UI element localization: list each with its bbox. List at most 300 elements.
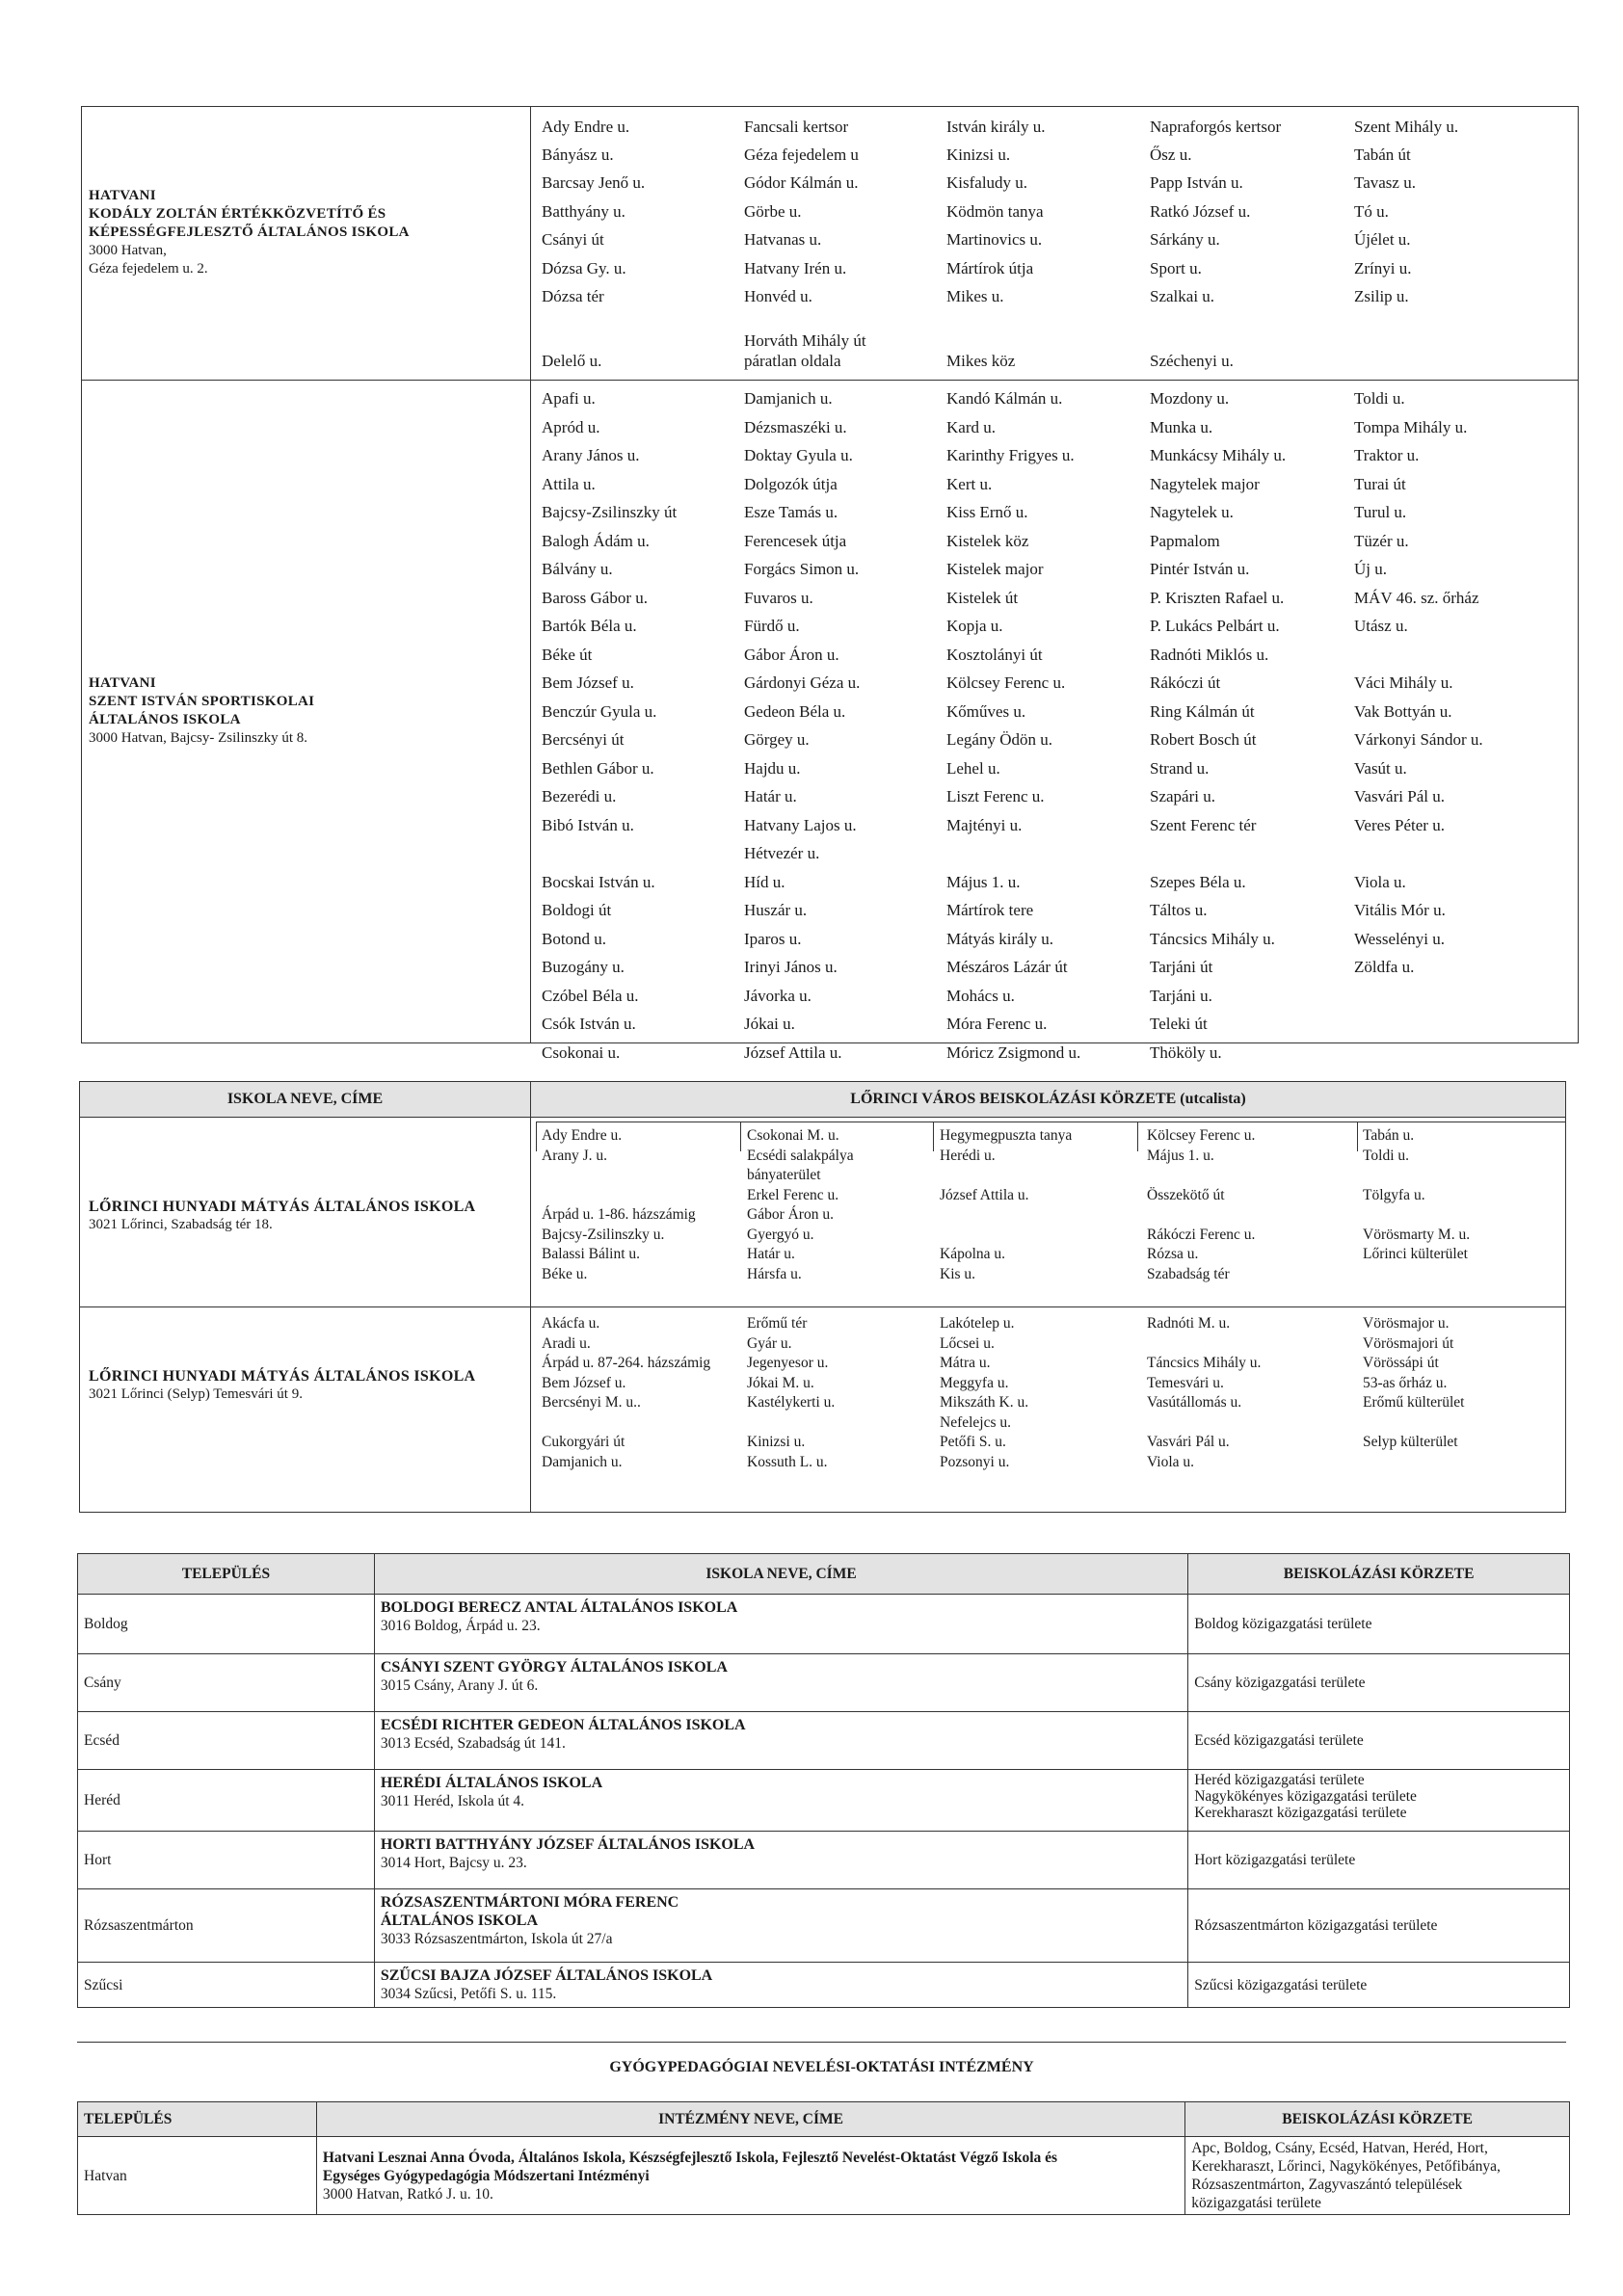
street-name: Zsilip u. [1354,287,1409,305]
street-name: Cukorgyári út [542,1434,625,1450]
street-name: Meggyfa u. [940,1374,1009,1391]
street-name: Ring Kálmán út [1150,701,1255,721]
street-name: Delelő u. [542,352,602,370]
street-name: Doktay Gyula u. [744,446,853,464]
street-name: Táncsics Mihály u. [1150,929,1275,948]
street-name: Tompa Mihály u. [1354,417,1468,436]
street-name: Csányi út [542,230,604,249]
lorinci-header-divider [79,1117,1566,1118]
street-name: Tabán út [1354,145,1411,164]
street-name: Jávorka u. [744,986,812,1005]
special-institution [316,2137,1184,2215]
street-name: Béke u. [542,1265,588,1282]
special-header-name: INTÉZMÉNY NEVE, CÍME [316,2102,1184,2137]
street-name: Nefelejcs u. [940,1413,1012,1431]
district-line: Rózsaszentmárton közigazgatási területe [1194,1917,1438,1934]
street-name: Szent Mihály u. [1354,118,1459,136]
street-name: Vörösmajori út [1363,1334,1454,1352]
street-name: Csokonai u. [542,1042,621,1062]
district-line: Csány közigazgatási területe [1194,1675,1366,1691]
school-name: HORTI BATTHYÁNY JÓZSEF ÁLTALÁNOS ISKOLA [380,1836,756,1853]
street-name: Papmalom [1150,531,1220,550]
school-address: 3021 Lőrinci, Szabadság tér 18. [89,1217,273,1232]
district-line: Apc, Boldog, Csány, Ecséd, Hatvan, Heréd, Hort, [1191,2140,1488,2156]
village-settlement: Rózsaszentmárton [78,1889,375,1963]
street-name: Lőrinci külterület [1363,1246,1468,1262]
street-name: Jegenyesor u. [747,1355,829,1371]
school-name: RÓZSASZENTMÁRTONI MÓRA FERENC [380,1894,679,1911]
street-name: Munka u. [1150,417,1213,436]
street-name: Gábor Áron u. [744,645,839,664]
street-name: Pozsonyi u. [940,1453,1010,1470]
street-name: Mátra u. [940,1355,991,1371]
district-line: Ecséd közigazgatási területe [1194,1732,1364,1749]
school-address: 3021 Lőrinci (Selyp) Temesvári út 9. [89,1386,303,1402]
street-name: Nagytelek major [1150,474,1260,493]
village-school [374,1832,1187,1889]
school-line: KODÁLY ZOLTÁN ÉRTÉKKÖZVETÍTŐ ÉS [89,206,386,222]
street-name: Összekötő út [1147,1186,1225,1203]
street-name: Vitális Mór u. [1354,901,1446,919]
street-name: Móra Ferenc u. [946,1015,1048,1033]
village-settlement: Boldog [78,1595,375,1654]
street-name: Ősz u. [1150,145,1192,164]
street-name: Turul u. [1354,503,1407,521]
district-line: Nagykökényes közigazgatási területe [1194,1788,1417,1805]
street-name: Vak Bottyán u. [1354,701,1452,721]
street-name: Gedeon Béla u. [744,701,846,721]
street-name: Temesvári u. [1147,1374,1224,1391]
street-name: Mikes köz [946,352,1016,370]
street-name: Buzogány u. [542,958,625,976]
street-name: Mikes u. [946,287,1004,305]
street-name: Várkonyi Sándor u. [1354,730,1483,749]
street-name: József Attila u. [940,1186,1029,1203]
hatvan-school-1 [89,187,522,278]
street-name: Herédi u. [940,1147,996,1164]
village-district [1188,1770,1570,1832]
street-name: Zrínyi u. [1354,259,1412,277]
village-district [1188,1889,1570,1963]
lorinci-subcol-line [1357,1122,1358,1151]
school-line: KÉPESSÉGFEJLESZTŐ ÁLTALÁNOS ISKOLA [89,224,410,240]
street-name: Bartók Béla u. [542,617,637,635]
school-name: LŐRINCI HUNYADI MÁTYÁS ÁLTALÁNOS ISKOLA [89,1368,476,1385]
street-name: Híd u. [744,872,785,891]
village-district [1188,1712,1570,1770]
street-name: József Attila u. [744,1042,842,1062]
street-name: Szabadság tér [1147,1265,1230,1282]
special-district [1185,2137,1570,2215]
village-row [78,1963,1570,2008]
school-name: ÁLTALÁNOS ISKOLA [380,1913,538,1929]
street-name: Május 1. u. [1147,1147,1214,1164]
village-school [374,1712,1187,1770]
street-name: Csók István u. [542,1015,636,1033]
street-name: Boldogi út [542,901,612,919]
school-address: 3034 Szűcsi, Petőfi S. u. 115. [380,1986,557,2002]
school-name: CSÁNYI SZENT GYÖRGY ÁLTALÁNOS ISKOLA [380,1659,728,1676]
lorinci-school-1 [89,1198,522,1234]
street-name: Kölcsey Ferenc u. [1147,1127,1256,1144]
street-name: Damjanich u. [744,389,833,408]
school-name: ECSÉDI RICHTER GEDEON ÁLTALÁNOS ISKOLA [380,1717,746,1733]
school-name: BOLDOGI BERECZ ANTAL ÁLTALÁNOS ISKOLA [380,1599,738,1616]
street-name: Lakótelep u. [940,1315,1015,1332]
street-name: Hegymegpuszta tanya [940,1127,1073,1144]
street-name: Viola u. [1354,872,1406,891]
street-name: Bem József u. [542,1374,626,1391]
street-name: Csokonai M. u. [747,1127,839,1144]
school-address: 3033 Rózsaszentmárton, Iskola út 27/a [380,1931,613,1947]
street-name: Martinovics u. [946,230,1043,249]
street-name: Arany János u. [542,446,640,464]
street-name: P. Kriszten Rafael u. [1150,588,1285,607]
village-school [374,1963,1187,2008]
street-name: Strand u. [1150,758,1210,778]
street-name: Selyp külterület [1363,1434,1458,1450]
street-name: Balassi Bálint u. [542,1246,641,1262]
street-name: Kossuth L. u. [747,1453,828,1470]
street-name: Kistelek köz [946,531,1029,550]
village-settlement: Hort [78,1832,375,1889]
lorinci-header-left: ISKOLA NEVE, CÍME [80,1082,530,1117]
street-name: Dolgozók útja [744,474,838,493]
street-name: Sport u. [1150,259,1202,277]
street-name: Kistelek major [946,560,1044,578]
street-name: Bányász u. [542,145,614,164]
street-name: Botond u. [542,929,607,948]
street-name: Kis u. [940,1265,976,1282]
street-name: Viola u. [1147,1453,1195,1470]
school-name: LŐRINCI HUNYADI MÁTYÁS ÁLTALÁNOS ISKOLA [89,1199,476,1215]
school-address: 3011 Heréd, Iskola út 4. [380,1793,525,1809]
special-table [77,2101,1570,2215]
village-row [78,1889,1570,1963]
street-name: Árpád u. 87-264. házszámig [542,1355,711,1371]
street-name: Vasvári Pál u. [1147,1434,1230,1450]
street-name: Béke út [542,645,593,664]
street-name: Tabán u. [1363,1127,1415,1144]
street-name: Bálvány u. [542,560,613,578]
street-name: Hajdu u. [744,758,801,778]
street-name: Táltos u. [1150,901,1208,919]
street-name: Hatvanas u. [744,230,822,249]
street-name: Radnóti Miklós u. [1150,645,1269,664]
street-name: Sárkány u. [1150,230,1220,249]
village-school [374,1654,1187,1712]
street-name: Honvéd u. [744,287,812,305]
street-name: Bocskai István u. [542,872,655,891]
street-name: Toldi u. [1354,389,1405,408]
street-name: Karinthy Frigyes u. [946,446,1075,464]
village-row [78,1770,1570,1832]
street-name: Hársfa u. [747,1265,802,1282]
street-name: bányaterület [747,1167,821,1183]
special-top-rule [77,2042,1566,2043]
village-school [374,1889,1187,1963]
street-name: Bercsényi M. u.. [542,1394,641,1411]
district-line: Kerekharaszt, Lőrinci, Nagykökényes, Petőfibánya, [1191,2158,1501,2175]
street-name: Fuvaros u. [744,588,813,607]
street-name: Május 1. u. [946,872,1021,891]
street-name: Jókai u. [744,1015,795,1033]
street-name: Vörösmarty M. u. [1363,1226,1471,1243]
street-name: Mozdony u. [1150,389,1230,408]
street-name: Hatvany Irén u. [744,259,847,277]
village-district [1188,1595,1570,1654]
street-name: Bethlen Gábor u. [542,758,654,778]
street-name: MÁV 46. sz. őrház [1354,588,1479,607]
street-name: Tarjáni u. [1150,986,1212,1005]
special-header-district: BEISKOLÁZÁSI KÖRZETE [1185,2102,1570,2137]
street-name: Szapári u. [1150,787,1215,805]
street-name: Árpád u. 1-86. házszámig [542,1206,696,1223]
street-name: Legány Ödön u. [946,730,1053,749]
street-name: Baross Gábor u. [542,588,649,607]
district-line: Szűcsi közigazgatási területe [1194,1976,1368,1993]
hatvan-row-divider [81,380,1579,381]
village-settlement: Ecséd [78,1712,375,1770]
school-line: HATVANI [89,188,156,203]
street-name: Szent Ferenc tér [1150,815,1257,834]
street-name: Damjanich u. [542,1453,623,1470]
street-name: Görbe u. [744,202,802,221]
street-name: Barcsay Jenő u. [542,173,646,192]
street-name: Vörössápi út [1363,1355,1439,1371]
street-name: Szepes Béla u. [1150,872,1246,891]
school-line: 3000 Hatvan, Bajcsy- Zsilinszky út 8. [89,730,308,746]
street-name: Bibó István u. [542,815,634,834]
street-name: Kinizsi u. [946,145,1011,164]
lorinci-subcol-line [933,1122,934,1151]
street-name: Apród u. [542,417,600,436]
street-name: Fürdő u. [744,617,800,635]
street-name: Ady Endre u. [542,118,630,136]
district-line: Kerekharaszt közigazgatási területe [1194,1805,1407,1821]
street-name: Kinizsi u. [747,1434,806,1450]
street-name: Váci Mihály u. [1354,673,1453,692]
village-school [374,1595,1187,1654]
street-name: Hatvany Lajos u. [744,815,857,834]
school-line: HATVANI [89,675,156,691]
street-name: Vasút u. [1354,758,1407,778]
street-name: Gábor Áron u. [747,1206,834,1223]
street-name: Petőfi S. u. [940,1434,1006,1450]
street-name: Dézsmaszéki u. [744,417,847,436]
street-name: Toldi u. [1363,1147,1409,1164]
street-name: Határ u. [747,1246,795,1262]
street-name: Tavasz u. [1354,173,1416,192]
village-row [78,1832,1570,1889]
street-name: Gyergyó u. [747,1226,814,1243]
street-name: Kosztolányi út [946,645,1043,664]
street-name: Aradi u. [542,1334,591,1352]
district-line: közigazgatási területe [1191,2195,1321,2211]
street-name: Kölcsey Ferenc u. [946,673,1066,692]
street-name: Erőmű tér [747,1315,808,1332]
street-name: Rákóczi Ferenc u. [1147,1226,1256,1243]
street-name: Tó u. [1354,202,1389,221]
special-name-line: Hatvani Lesznai Anna Óvoda, Általános Iskola, Készségfejlesztő Iskola, Fejlesztő Nevelést-Oktatást Végző Iskola és [322,2149,1058,2166]
lorinci-header-right: LŐRINCI VÁROS BEISKOLÁZÁSI KÖRZETE (utcalista) [531,1082,1565,1117]
street-name: Kiss Ernő u. [946,503,1028,521]
street-name: Napraforgós kertsor [1150,118,1282,136]
street-name: Kert u. [946,474,993,493]
street-name: Szalkai u. [1150,287,1215,305]
street-name: Ady Endre u. [542,1127,623,1144]
lorinci-subcol-line [1137,1122,1138,1151]
street-name: Czóbel Béla u. [542,986,639,1005]
street-name: Görgey u. [744,730,810,749]
street-name: Ratkó József u. [1150,202,1251,221]
school-line: SZENT ISTVÁN SPORTISKOLAI [89,694,315,709]
street-name: Bajcsy-Zsilinszky u. [542,1226,665,1243]
district-line: Rózsaszentmárton, Zagyvaszántó települések [1191,2177,1463,2193]
school-address: 3016 Boldog, Árpád u. 23. [380,1618,541,1634]
villages-table [77,1553,1570,2008]
street-name: Pintér István u. [1150,560,1250,578]
lorinci-school-2 [89,1367,522,1404]
street-name: Hétvezér u. [744,844,820,862]
street-name: Apafi u. [542,389,596,408]
street-name: Tarjáni út [1150,958,1213,976]
village-district [1188,1832,1570,1889]
villages-header-school: ISKOLA NEVE, CÍME [374,1554,1187,1595]
special-settlement: Hatvan [78,2137,317,2215]
village-row [78,1654,1570,1712]
street-name: Tölgyfa u. [1363,1186,1425,1203]
street-name: István király u. [946,118,1046,136]
street-name: Utász u. [1354,617,1408,635]
street-name: Bercsényi út [542,730,625,749]
street-name: Mészáros Lázár út [946,958,1068,976]
street-name: Teleki út [1150,1015,1208,1033]
street-name: Határ u. [744,787,797,805]
hatvan-school-2 [89,674,522,748]
street-name: Fancsali kertsor [744,118,849,136]
school-line: ÁLTALÁNOS ISKOLA [89,712,241,727]
street-name: Radnóti M. u. [1147,1315,1231,1332]
street-name: Kisfaludy u. [946,173,1028,192]
lorinci-row-divider [79,1306,1566,1307]
village-district [1188,1654,1570,1712]
village-settlement: Szűcsi [78,1963,375,2008]
school-line: 3000 Hatvan, [89,243,167,258]
street-name: Kopja u. [946,617,1003,635]
street-name: Arany J. u. [542,1147,608,1164]
street-name: Újélet u. [1354,230,1411,249]
street-name: P. Lukács Pelbárt u. [1150,617,1280,635]
street-name: Forgács Simon u. [744,560,860,578]
street-name: Papp István u. [1150,173,1243,192]
village-settlement: Heréd [78,1770,375,1832]
street-name: Kard u. [946,417,996,436]
street-name: Rózsa u. [1147,1246,1199,1262]
street-name: Széchenyi u. [1150,352,1234,370]
school-name: SZŰCSI BAJZA JÓZSEF ÁLTALÁNOS ISKOLA [380,1967,713,1984]
street-name: Mártírok útja [946,259,1034,277]
street-name: Géza fejedelem u [744,145,859,164]
school-address: 3015 Csány, Arany J. út 6. [380,1677,539,1694]
hatvan-divider [530,106,531,1043]
school-address: 3014 Hort, Bajcsy u. 23. [380,1855,527,1871]
street-name: Lehel u. [946,758,1000,778]
street-name: Dózsa tér [542,287,604,305]
street-name: Balogh Ádám u. [542,531,650,550]
street-name: Majtényi u. [946,815,1023,834]
street-name: Erőmű külterület [1363,1394,1465,1411]
street-name: Vasútállomás u. [1147,1394,1242,1411]
school-name: HERÉDI ÁLTALÁNOS ISKOLA [380,1775,603,1791]
street-name: Bem József u. [542,673,634,692]
street-name: Mikszáth K. u. [940,1394,1029,1411]
lorinci-subcol-line [740,1122,741,1151]
street-name: Mohács u. [946,986,1015,1005]
street-name: Ködmön tanya [946,202,1044,221]
street-name: Attila u. [542,474,596,493]
lorinci-subcol-line [536,1122,537,1151]
street-name: Turai út [1354,474,1406,493]
street-name: Veres Péter u. [1354,815,1445,834]
street-name: 53-as őrház u. [1363,1374,1448,1391]
street-name: Móricz Zsigmond u. [946,1042,1081,1062]
street-name: Vörösmajor u. [1363,1315,1450,1332]
street-name: Irinyi János u. [744,958,838,976]
street-name: Új u. [1354,560,1387,578]
district-line: Boldog közigazgatási területe [1194,1616,1372,1632]
street-name: Horváth Mihály út [744,331,866,350]
street-name: Kistelek út [946,588,1019,607]
street-name: Gódor Kálmán u. [744,173,859,192]
street-name: Gárdonyi Géza u. [744,673,861,692]
street-name: Bezerédi u. [542,787,617,805]
street-name: Erkel Ferenc u. [747,1186,839,1203]
street-name: Iparos u. [744,929,802,948]
street-name: Thököly u. [1150,1042,1222,1062]
village-settlement: Csány [78,1654,375,1712]
street-name: Kastélykerti u. [747,1394,836,1411]
school-line: Géza fejedelem u. 2. [89,261,208,277]
street-name: Benczúr Gyula u. [542,701,657,721]
street-name: Mátyás király u. [946,929,1053,948]
street-name: Ferencesek útja [744,531,847,550]
street-name: Liszt Ferenc u. [946,787,1045,805]
street-name: Kandó Kálmán u. [946,389,1063,408]
district-line: Hort közigazgatási területe [1194,1852,1356,1868]
village-row [78,1595,1570,1654]
village-school [374,1770,1187,1832]
street-name: Táncsics Mihály u. [1147,1355,1262,1371]
street-name: Lőcsei u. [940,1334,995,1352]
street-name: Mártírok tere [946,901,1034,919]
special-title: GYÓGYPEDAGÓGIAI NEVELÉSI-OKTATÁSI INTÉZMÉNY [609,2059,1034,2075]
street-name: Esze Tamás u. [744,503,838,521]
street-name: Batthyány u. [542,202,625,221]
street-name: Nagytelek u. [1150,503,1234,521]
street-name: Tüzér u. [1354,531,1409,550]
street-name: Robert Bosch út [1150,730,1257,749]
street-name: Wesselényi u. [1354,929,1445,948]
villages-header-district: BEISKOLÁZÁSI KÖRZETE [1188,1554,1570,1595]
street-name: Traktor u. [1354,446,1420,464]
special-name-line: Egységes Gyógypedagógia Módszertani Intézményi [322,2167,650,2184]
special-address: 3000 Hatvan, Ratkó J. u. 10. [322,2185,493,2203]
village-row [78,1712,1570,1770]
school-address: 3013 Ecséd, Szabadság út 141. [380,1735,566,1752]
street-name: Huszár u. [744,901,808,919]
street-name: páratlan oldala [744,352,841,370]
